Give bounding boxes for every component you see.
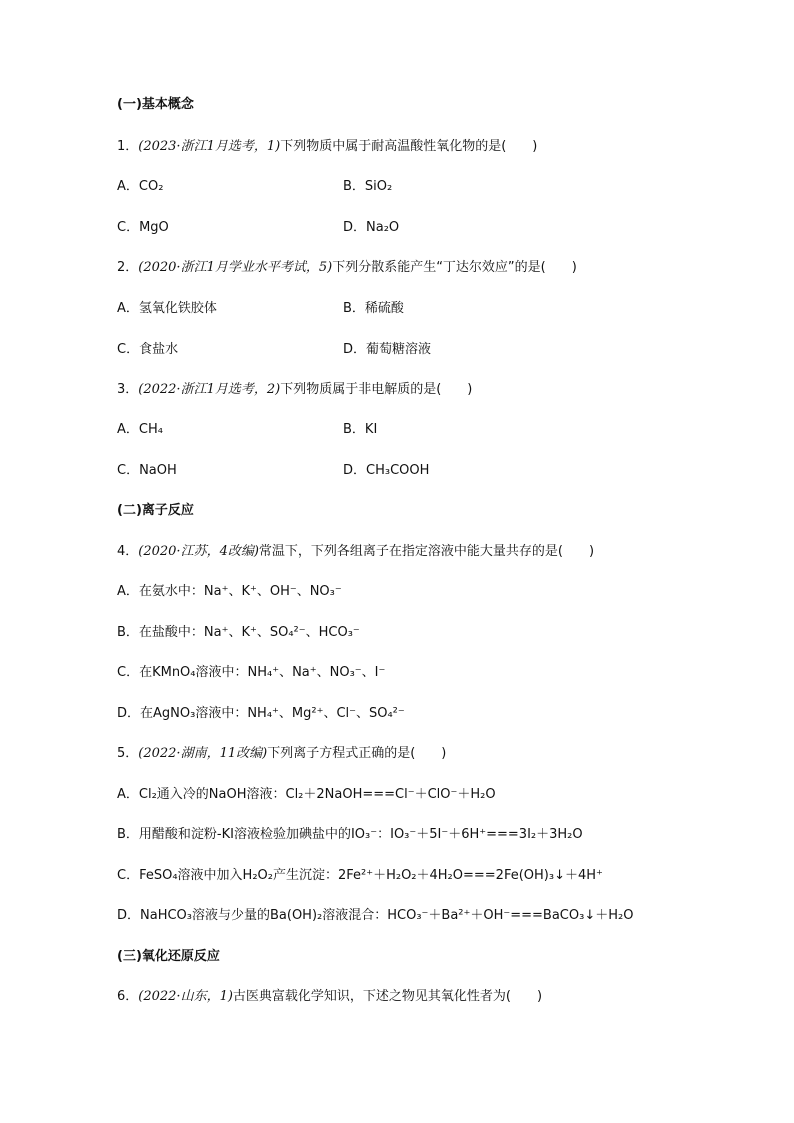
question-stem: 下列离子方程式正确的是( ) — [267, 746, 447, 761]
question-source: (2020·浙江1月学业水平考试，5) — [138, 260, 333, 275]
option-c: C．FeSO₄溶液中加入H₂O₂产生沉淀：2Fe²⁺＋H₂O₂＋4H₂O===2Fe(OH)₃↓＋4H⁺ — [117, 868, 603, 883]
question-3 — [117, 382, 472, 398]
section-heading-ionic-reactions: (二)离子反应 — [117, 503, 194, 518]
option-a: A．CO₂ — [117, 179, 164, 194]
question-4 — [117, 544, 594, 560]
option-d: D．葡萄糖溶液 — [343, 342, 432, 357]
question-number: 1． — [117, 139, 139, 154]
question-number: 6． — [117, 989, 139, 1004]
question-stem: 常温下，下列各组离子在指定溶液中能大量共存的是( ) — [258, 544, 595, 559]
question-number: 5． — [117, 746, 139, 761]
options-row — [117, 301, 717, 317]
question-1 — [117, 139, 537, 155]
option-d: D．Na₂O — [343, 220, 400, 235]
question-6 — [117, 989, 542, 1005]
question-source: (2022·湖南，11改编) — [138, 746, 268, 761]
question-2 — [117, 260, 577, 276]
options-row — [117, 179, 717, 195]
option-c: C．NaOH — [117, 463, 177, 478]
option-b: B．用醋酸和淀粉-KI溶液检验加碘盐中的IO₃⁻：IO₃⁻＋5I⁻＋6H⁺===3I₂＋3H₂O — [117, 827, 583, 842]
option-a: A．氢氧化铁胶体 — [117, 301, 217, 316]
question-source: (2020·江苏，4改编) — [138, 544, 259, 559]
question-5 — [117, 746, 446, 762]
question-stem: 下列分散系能产生“丁达尔效应”的是( ) — [332, 260, 577, 275]
option-a: A．在氨水中：Na⁺、K⁺、OH⁻、NO₃⁻ — [117, 584, 342, 599]
option-b: B．KI — [343, 422, 378, 437]
section-heading-basic-concepts: (一)基本概念 — [117, 97, 194, 112]
question-stem: 下列物质中属于耐高温酸性氧化物的是( ) — [280, 139, 538, 154]
question-number: 3． — [117, 382, 139, 397]
option-c: C．MgO — [117, 220, 169, 235]
option-b: B．在盐酸中：Na⁺、K⁺、SO₄²⁻、HCO₃⁻ — [117, 625, 360, 640]
question-number: 2． — [117, 260, 139, 275]
question-source: (2022·浙江1月选考，2) — [138, 382, 281, 397]
options-row — [117, 422, 717, 438]
option-b: B．稀硫酸 — [343, 301, 404, 316]
option-d: D．CH₃COOH — [343, 463, 430, 478]
option-b: B．SiO₂ — [343, 179, 393, 194]
option-d: D．NaHCO₃溶液与少量的Ba(OH)₂溶液混合：HCO₃⁻＋Ba²⁺＋OH⁻===BaCO₃↓＋H₂O — [117, 908, 634, 923]
options-row — [117, 220, 717, 236]
options-row — [117, 342, 717, 358]
option-c: C．在KMnO₄溶液中：NH₄⁺、Na⁺、NO₃⁻、I⁻ — [117, 665, 386, 680]
option-a: A．Cl₂通入冷的NaOH溶液：Cl₂＋2NaOH===Cl⁻＋ClO⁻＋H₂O — [117, 787, 496, 802]
question-number: 4． — [117, 544, 139, 559]
section-heading-redox-reactions: (三)氧化还原反应 — [117, 949, 220, 964]
question-source: (2022·山东，1) — [138, 989, 233, 1004]
question-source: (2023·浙江1月选考，1) — [138, 139, 281, 154]
option-d: D．在AgNO₃溶液中：NH₄⁺、Mg²⁺、Cl⁻、SO₄²⁻ — [117, 706, 405, 721]
question-stem: 古医典富载化学知识，下述之物见其氧化性者为( ) — [232, 989, 543, 1004]
question-stem: 下列物质属于非电解质的是( ) — [280, 382, 473, 397]
options-row — [117, 463, 717, 479]
option-c: C．食盐水 — [117, 342, 179, 357]
option-a: A．CH₄ — [117, 422, 163, 437]
